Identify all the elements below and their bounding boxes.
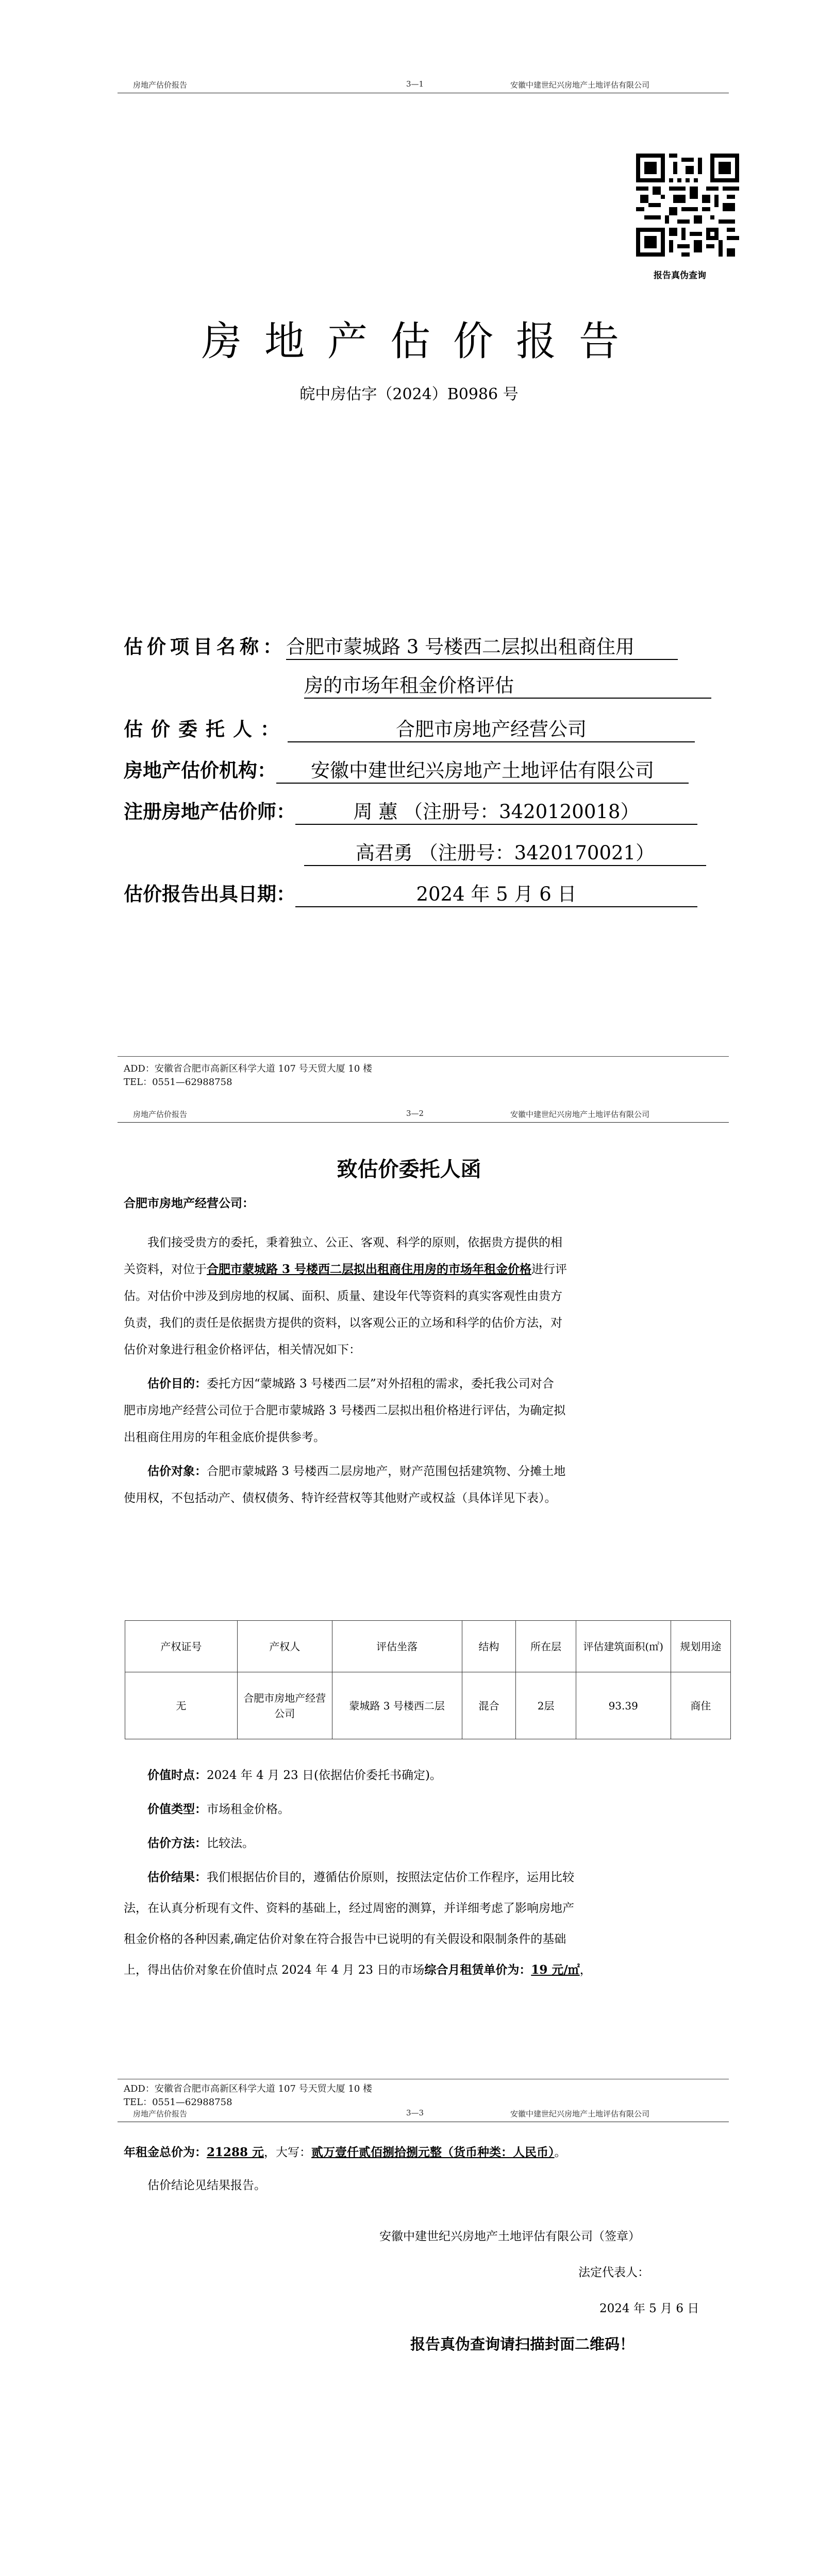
header-page-number: 3—3 (406, 2108, 424, 2117)
footer-rule (118, 1056, 729, 1057)
header-rule (118, 1122, 729, 1123)
total-value: 21288 元 (207, 2145, 264, 2159)
page-letter-cont (0, 2108, 818, 2576)
doc-number: 皖中房估字（2024）B0986 号 (299, 385, 519, 403)
header-right: 安徽中建世纪兴房地产土地评估有限公司 (510, 1110, 650, 1119)
verify-note: 报告真伪查询请扫描封面二维码！ (410, 2335, 635, 2353)
info-row-project-cont (304, 670, 711, 699)
para1-line1: 我们接受贵方的委托，秉着独立、公正、客观、科学的原则，依据贵方提供的相 (147, 1236, 562, 1249)
footer-tel: TEL：0551—62988758 (124, 2097, 232, 2108)
para1-line2-post: 进行评 (531, 1263, 567, 1276)
sign-date: 2024 年 5 月 6 日 (599, 2302, 699, 2315)
purpose-line3: 出租商住用房的年租金底价提供参考。 (124, 1431, 325, 1444)
qr-caption: 报告真伪查询 (654, 270, 706, 281)
result-label: 估价结果： (147, 1870, 207, 1884)
value-appraiser-1: 周 蕙 （注册号：3420120018） (295, 796, 697, 825)
td-structure: 混合 (462, 1672, 516, 1739)
company-seal-line: 安徽中建世纪兴房地产土地评估有限公司（签章） (379, 2230, 640, 2243)
letter-title: 致估价委托人函 (337, 1157, 481, 1181)
total-upper: 贰万壹仟贰佰捌拾捌元整（货币种类：人民币） (311, 2145, 555, 2159)
info-row-project (124, 631, 678, 660)
td-location: 蒙城路 3 号楼西二层 (332, 1672, 462, 1739)
method-label: 估价方法： (147, 1836, 207, 1850)
addressee: 合肥市房地产经营公司： (124, 1196, 254, 1210)
table-header-row (125, 1621, 731, 1672)
result-line3: 租金价格的各种因素,确定估价对象在符合报告中已说明的有关假设和限制条件的基础 (124, 1933, 566, 1946)
header-page-number: 3—2 (406, 1109, 424, 1118)
label-project: 估价项目名称： (124, 635, 286, 658)
para1-line4: 负责，我们的责任是依据贵方提供的资料，以客观公正的立场和科学的估价方法，对 (124, 1316, 562, 1330)
td-floor: 2层 (516, 1672, 576, 1739)
legal-rep: 法定代表人： (578, 2266, 649, 2279)
footer-address: ADD：安徽省合肥市高新区科学大道 107 号天贸大厦 10 楼 (124, 2083, 373, 2094)
page-cover (0, 0, 818, 1108)
total-line (124, 2139, 732, 2166)
header-left: 房地产估价报告 (133, 1110, 188, 1119)
info-row-agency (124, 755, 689, 784)
label-client: 估价委托人： (124, 718, 288, 740)
conclusion-line: 估价结论见结果报告。 (147, 2179, 266, 2192)
object-line2: 使用权，不包括动产、债权债务、特许经营权等其他财产或权益（具体详见下表）。 (124, 1492, 557, 1505)
total-mid: ，大写： (264, 2146, 312, 2159)
value-type-line (124, 1796, 732, 1823)
footer (124, 2082, 372, 2109)
info-row-appraiser (124, 796, 697, 825)
value-project: 合肥市蒙城路 3 号楼西二层拟出租商住用 (286, 631, 678, 660)
info-row-date (124, 878, 697, 907)
th-location: 评估坐落 (332, 1621, 462, 1672)
object-label: 估价对象： (147, 1464, 207, 1478)
object-text-1: 合肥市蒙城路 3 号楼西二层房地产，财产范围包括建筑物、分摊土地 (207, 1465, 566, 1478)
th-area: 评估建筑面积(㎡) (576, 1621, 671, 1672)
object-line1 (124, 1458, 732, 1485)
method-text: 比较法。 (207, 1837, 254, 1850)
value-type-label: 价值类型： (147, 1802, 207, 1816)
property-table (125, 1620, 731, 1739)
monthly-unit-price: 19 元/㎡ (531, 1963, 580, 1977)
para1-line2 (124, 1256, 732, 1283)
value-date-line (124, 1762, 732, 1789)
label-appraiser: 注册房地产估价师： (124, 800, 295, 823)
para1-line2-pre: 关资料，对位于 (124, 1263, 207, 1276)
th-structure: 结构 (462, 1621, 516, 1672)
value-project-cont: 房的市场年租金价格评估 (304, 670, 711, 699)
value-agency: 安徽中建世纪兴房地产土地评估有限公司 (276, 755, 689, 784)
result-line4 (124, 1957, 732, 1984)
td-cert: 无 (125, 1672, 238, 1739)
purpose-line1 (124, 1370, 732, 1397)
footer (124, 1062, 372, 1089)
value-date-label: 价值时点： (147, 1768, 207, 1782)
info-row-client (124, 714, 695, 742)
td-use: 商住 (671, 1672, 730, 1739)
value-date-text: 2024 年 4 月 23 日(依据估价委托书确定)。 (207, 1769, 442, 1782)
footer-tel: TEL：0551—62988758 (124, 1077, 232, 1088)
header-right: 安徽中建世纪兴房地产土地评估有限公司 (510, 80, 650, 90)
footer-address: ADD：安徽省合肥市高新区科学大道 107 号天贸大厦 10 楼 (124, 1063, 373, 1074)
letter-body-2 (124, 1762, 732, 1984)
td-owner: 合肥市房地产经营公司 (237, 1672, 332, 1739)
result-comma: ， (579, 1963, 592, 1977)
page-letter (0, 1097, 818, 2112)
para1-line3: 估。对估价中涉及到房地的权属、面积、质量、建设年代等资料的真实客观性由贵方 (124, 1290, 562, 1303)
total-end: 。 (554, 2146, 566, 2159)
value-date: 2024 年 5 月 6 日 (295, 878, 697, 907)
value-client: 合肥市房地产经营公司 (288, 714, 695, 742)
value-appraiser-2: 高君勇 （注册号：3420170021） (304, 837, 706, 866)
result-bold: 综合月租赁单价为： (424, 1963, 531, 1977)
td-area: 93.39 (576, 1672, 671, 1739)
th-floor: 所在层 (516, 1621, 576, 1672)
info-row-appraiser-2 (304, 837, 706, 866)
method-line (124, 1830, 732, 1857)
header-page-number: 3—1 (406, 79, 424, 89)
para1-line5: 估价对象进行租金价格评估，相关情况如下： (124, 1343, 361, 1357)
value-type-text: 市场租金价格。 (207, 1803, 290, 1816)
para1-line2-bold: 合肥市蒙城路 3 号楼西二层拟出租商住用房的市场年租金价格 (207, 1262, 532, 1276)
report-title: 房地产估价报告 (201, 318, 642, 365)
header-left: 房地产估价报告 (133, 2109, 188, 2119)
result-line1 (124, 1864, 732, 1891)
th-owner: 产权人 (237, 1621, 332, 1672)
qr-code[interactable] (636, 154, 739, 257)
result-text-4: 上，得出估价对象在价值时点 2024 年 4 月 23 日的市场 (124, 1963, 425, 1977)
header-left: 房地产估价报告 (133, 80, 188, 90)
letter-body (124, 1190, 732, 1512)
label-date: 估价报告出具日期： (124, 883, 295, 905)
purpose-text-1: 委托方因“蒙城路 3 号楼西二层”对外招租的需求，委托我公司对合 (207, 1377, 554, 1391)
result-line2: 法，在认真分析现有文件、资料的基础上，经过周密的测算，并详细考虑了影响房地产 (124, 1902, 574, 1915)
result-text-1: 我们根据估价目的，遵循估价原则，按照法定估价工作程序，运用比较 (207, 1871, 574, 1884)
label-agency: 房地产估价机构： (124, 759, 276, 782)
purpose-label: 估价目的： (147, 1377, 207, 1391)
purpose-line2: 肥市房地产经营公司位于合肥市蒙城路 3 号楼西二层拟出租价格进行评估，为确定拟 (124, 1404, 566, 1417)
th-use: 规划用途 (671, 1621, 730, 1672)
table-row (125, 1672, 731, 1739)
header-right: 安徽中建世纪兴房地产土地评估有限公司 (510, 2109, 650, 2119)
th-cert: 产权证号 (125, 1621, 238, 1672)
total-label: 年租金总价为： (124, 2145, 207, 2159)
